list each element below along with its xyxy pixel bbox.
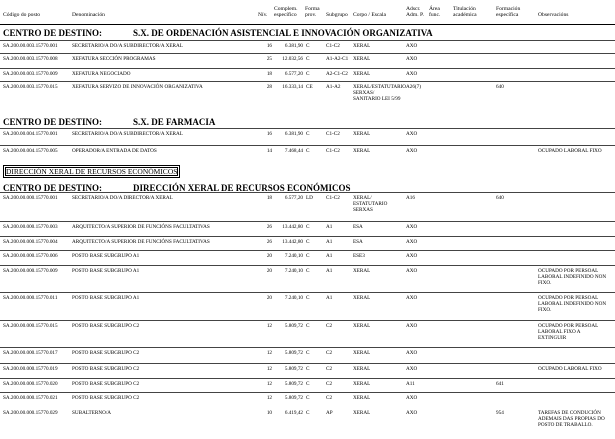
cell-corpo: XERAL — [353, 366, 371, 372]
cell-subgrupo: C1-C2 — [326, 131, 340, 137]
header-codigo: Código do posto — [3, 12, 40, 18]
cell-denominacion: POSTO BASE SUBGRUPO C2 — [72, 395, 140, 401]
cell-corpo: XERAL — [353, 56, 371, 62]
cell-denominacion: XEFATURA SECCIÓN PROGRAMAS — [72, 56, 156, 62]
cell-niv: 25 — [266, 56, 272, 62]
cell-complemento: 7.240,10 — [284, 253, 303, 259]
cell-subgrupo: C2 — [326, 323, 333, 329]
row-divider — [0, 392, 615, 393]
cell-observacions: OCUPADO POR PERSOAL LABORAL INDEFINIDO NON FIXO. — [538, 268, 607, 286]
cell-complemento: 6.577,20 — [284, 195, 303, 201]
cell-corpo: ESA — [353, 239, 363, 245]
cell-corpo: XERAL — [353, 43, 371, 49]
cell-complemento: 5.809,72 — [284, 350, 303, 356]
row-divider — [0, 128, 615, 129]
cell-formacion: 641 — [496, 381, 504, 387]
section-label: CENTRO DE DESTINO: — [3, 28, 103, 38]
header-forma: Forma prov. — [305, 6, 320, 18]
cell-complemento: 6.381,90 — [284, 43, 303, 49]
cell-adscr: AXO — [406, 71, 418, 77]
cell-complemento: 5.809,72 — [284, 381, 303, 387]
cell-observacions: OCUPADO POR PERSOAL LABORAL FIXO A EXTINGUIR — [538, 323, 599, 341]
row-divider — [0, 40, 615, 41]
cell-adscr: AXO — [406, 224, 418, 230]
cell-corpo: ESE3 — [353, 253, 365, 259]
cell-niv: 16 — [266, 131, 272, 137]
cell-forma: C — [306, 56, 310, 62]
cell-codigo: SA.200.00.003.15770.009 — [3, 71, 58, 77]
cell-niv: 28 — [266, 84, 272, 90]
cell-formacion: 640 — [496, 84, 504, 90]
cell-subgrupo: A1-A2 — [326, 84, 341, 90]
cell-adscr: AXO — [406, 131, 418, 137]
cell-forma: C — [306, 148, 310, 154]
row-divider — [0, 320, 615, 321]
cell-subgrupo: C2 — [326, 381, 333, 387]
cell-subgrupo: C1-C2 — [326, 148, 340, 154]
cell-corpo: XERAL/ ESTATUTARIO SERXAS — [353, 195, 388, 213]
cell-forma: C — [306, 71, 310, 77]
header-subgrupo: Subgrupo — [326, 12, 348, 18]
cell-denominacion: XEFATURA NEGOCIADO — [72, 71, 131, 77]
cell-subgrupo: A1 — [326, 224, 333, 230]
cell-subgrupo: C1-C2 — [326, 195, 340, 201]
cell-observacions: OCUPADO LABORAL FIXO — [538, 148, 602, 154]
cell-adscr: A16 — [406, 195, 415, 201]
cell-niv: 12 — [266, 366, 272, 372]
cell-corpo: XERAL — [353, 381, 371, 387]
cell-niv: 20 — [266, 253, 272, 259]
cell-complemento: 6.419,42 — [284, 410, 303, 416]
cell-corpo: XERAL — [353, 410, 371, 416]
cell-subgrupo: C2 — [326, 395, 333, 401]
cell-subgrupo: A1 — [326, 295, 333, 301]
cell-complemento: 7.240,10 — [284, 295, 303, 301]
section-label: CENTRO DE DESTINO: — [3, 183, 103, 193]
section-label: CENTRO DE DESTINO: — [3, 117, 103, 127]
cell-denominacion: POSTO BASE SUBGRUPO A1 — [72, 253, 140, 259]
cell-corpo: ESA — [353, 224, 363, 230]
cell-niv: 12 — [266, 350, 272, 356]
cell-adscr: AXO — [406, 410, 418, 416]
section-title: DIRECCIÓN XERAL DE RECURSOS ECONÓMICOS — [133, 183, 351, 193]
cell-corpo: XERAL — [353, 295, 371, 301]
cell-codigo: SA.200.00.000.15770.003 — [3, 224, 58, 230]
cell-denominacion: POSTO BASE SUBGRUPO C2 — [72, 381, 140, 387]
header-corpo: Corpo / Escala — [353, 12, 386, 18]
cell-forma: C — [306, 224, 310, 230]
cell-complemento: 6.381,90 — [284, 131, 303, 137]
cell-complemento: 6.577,20 — [284, 71, 303, 77]
cell-niv: 16 — [266, 43, 272, 49]
cell-adscr: A26(7) — [406, 84, 421, 90]
header-niv: Nív. — [258, 12, 268, 18]
header-denominacion: Denominación — [72, 12, 105, 18]
cell-codigo: SA.200.00.003.15770.015 — [3, 84, 58, 90]
cell-codigo: SA.200.00.000.15770.017 — [3, 350, 58, 356]
cell-niv: 12 — [266, 323, 272, 329]
cell-complemento: 5.809,72 — [284, 323, 303, 329]
cell-denominacion: POSTO BASE SUBGRUPO C2 — [72, 350, 140, 356]
cell-denominacion: ARQUITECTO/A SUPERIOR DE FUNCIÓNS FACULTATIVAS — [72, 239, 210, 245]
cell-forma: C — [306, 239, 310, 245]
cell-forma: C — [306, 395, 310, 401]
cell-denominacion: ARQUITECTO/A SUPERIOR DE FUNCIÓNS FACULTATIVAS — [72, 224, 210, 230]
row-divider — [0, 236, 615, 237]
cell-complemento: 13.442,80 — [282, 239, 303, 245]
cell-subgrupo: C1-C2 — [326, 43, 340, 49]
cell-complemento: 16.333,14 — [282, 84, 303, 90]
cell-niv: 18 — [266, 71, 272, 77]
section-heading — [3, 28, 433, 38]
cell-denominacion: SECRETARIO/A DO/A DIRECTOR/A XERAL — [72, 195, 173, 201]
row-divider — [0, 265, 615, 266]
cell-corpo: XERAL — [353, 148, 371, 154]
cell-denominacion: SECRETARIO/A DO/A SUBDIRECTOR/A XERAL — [72, 131, 183, 137]
section-title: S.X. DE FARMACIA — [133, 117, 216, 127]
row-divider — [0, 292, 615, 293]
cell-adscr: AXO — [406, 295, 418, 301]
cell-codigo: SA.200.00.004.15770.001 — [3, 131, 58, 137]
cell-denominacion: POSTO BASE SUBGRUPO A1 — [72, 295, 140, 301]
cell-codigo: SA.200.00.000.15770.019 — [3, 366, 58, 372]
cell-forma: C — [306, 253, 310, 259]
cell-niv: 18 — [266, 195, 272, 201]
cell-codigo: SA.200.00.000.15770.029 — [3, 410, 58, 416]
cell-adscr: AXO — [406, 395, 418, 401]
cell-adscr: AXO — [406, 253, 418, 259]
cell-codigo: SA.200.00.000.15770.001 — [3, 195, 58, 201]
cell-adscr: AXO — [406, 56, 418, 62]
header-titulacion: Titulación académica — [453, 6, 477, 18]
cell-adscr: A11 — [406, 381, 415, 387]
cell-forma: CE — [306, 84, 313, 90]
cell-adscr: AXO — [406, 268, 418, 274]
cell-codigo: SA.200.00.000.15770.006 — [3, 253, 58, 259]
cell-complemento: 13.442,80 — [282, 224, 303, 230]
cell-denominacion: POSTO BASE SUBGRUPO C2 — [72, 366, 140, 372]
cell-subgrupo: A1-A2-C1 — [326, 56, 349, 62]
cell-codigo: SA.200.00.003.15770.008 — [3, 56, 58, 62]
cell-codigo: SA.200.00.003.15770.001 — [3, 43, 58, 49]
cell-codigo: SA.200.00.000.15770.004 — [3, 239, 58, 245]
cell-adscr: AXO — [406, 148, 418, 154]
cell-complemento: 7.240,10 — [284, 268, 303, 274]
cell-codigo: SA.200.00.004.15770.005 — [3, 148, 58, 154]
cell-observacions: TAREFAS DE CONDUCIÓN ADEMAIS DAS PROPIAS DO POSTO DE TRABALLO. — [538, 410, 605, 428]
cell-adscr: AXO — [406, 350, 418, 356]
header-area: Área func. — [429, 6, 441, 18]
cell-corpo: XERAL — [353, 131, 371, 137]
row-divider — [0, 221, 615, 222]
cell-niv: 20 — [266, 268, 272, 274]
row-divider — [0, 347, 615, 348]
cell-complemento: 12.032,56 — [282, 56, 303, 62]
cell-denominacion: SECRETARIO/A DO/A SUBDIRECTOR/A XERAL — [72, 43, 183, 49]
section-heading — [3, 117, 216, 127]
cell-forma: C — [306, 350, 310, 356]
cell-niv: 14 — [266, 148, 272, 154]
cell-niv: 26 — [266, 224, 272, 230]
cell-complemento: 7.468,44 — [284, 148, 303, 154]
cell-niv: 12 — [266, 381, 272, 387]
cell-subgrupo: A1 — [326, 268, 333, 274]
header-complemento: Complem. específico — [274, 6, 298, 18]
cell-corpo: XERAL — [353, 350, 371, 356]
cell-complemento: 5.809,72 — [284, 366, 303, 372]
cell-subgrupo: C2 — [326, 366, 333, 372]
cell-corpo: XERAL — [353, 395, 371, 401]
cell-subgrupo: A1 — [326, 253, 333, 259]
cell-forma: C — [306, 131, 310, 137]
row-divider — [0, 68, 615, 69]
cell-niv: 12 — [266, 395, 272, 401]
header-adscr: Adscr. Adm. P. — [406, 6, 424, 18]
cell-subgrupo: C2 — [326, 350, 333, 356]
cell-complemento: 5.809,72 — [284, 395, 303, 401]
row-divider — [0, 363, 615, 364]
row-divider — [0, 250, 615, 251]
table-header — [0, 2, 615, 25]
cell-corpo: XERAL — [353, 323, 371, 329]
section-title: S.X. DE ORDENACIÓN ASISTENCIAL E INNOVACIÓN ORGANIZATIVA — [133, 28, 433, 38]
cell-niv: 20 — [266, 295, 272, 301]
cell-denominacion: OPERADOR/A ENTRADA DE DATOS — [72, 148, 157, 154]
cell-forma: C — [306, 323, 310, 329]
cell-denominacion: POSTO BASE SUBGRUPO A1 — [72, 268, 140, 274]
cell-observacions: OCUPADO POR PERSOAL LABORAL INDEFINIDO NON FIXO. — [538, 295, 607, 313]
cell-subgrupo: AP — [326, 410, 333, 416]
cell-forma: C — [306, 43, 310, 49]
header-formacion: Formación específica — [496, 6, 521, 18]
cell-denominacion: SUBALTERNO/A — [72, 410, 112, 416]
cell-denominacion: POSTO BASE SUBGRUPO C2 — [72, 323, 140, 329]
cell-forma: C — [306, 410, 310, 416]
cell-niv: 26 — [266, 239, 272, 245]
cell-codigo: SA.200.00.000.15770.021 — [3, 395, 58, 401]
cell-adscr: AXO — [406, 239, 418, 245]
cell-adscr: AXO — [406, 366, 418, 372]
cell-subgrupo: A2-C1-C2 — [326, 71, 348, 77]
cell-codigo: SA.200.00.000.15770.020 — [3, 381, 58, 387]
row-divider — [0, 145, 615, 146]
cell-codigo: SA.200.00.000.15770.011 — [3, 295, 58, 301]
cell-forma: C — [306, 381, 310, 387]
cell-denominacion: XEFATURA SERVIZO DE INNOVACIÓN ORGANIZATIVA — [72, 84, 203, 90]
cell-forma: C — [306, 366, 310, 372]
cell-formacion: 640 — [496, 195, 504, 201]
row-divider — [0, 378, 615, 379]
cell-subgrupo: A1 — [326, 239, 333, 245]
directorate-box: DIRECCIÓN XERAL DE RECURSOS ECONÓMICOS — [3, 165, 180, 178]
cell-forma: C — [306, 295, 310, 301]
cell-corpo: XERAL — [353, 268, 371, 274]
cell-corpo: XERAL/ESTATUTARIO SERXAS/ SANITARIO LEI 5/99 — [353, 84, 407, 102]
header-observacions: Observacións — [538, 12, 569, 18]
cell-codigo: SA.200.00.000.15770.015 — [3, 323, 58, 329]
cell-adscr: AXO — [406, 43, 418, 49]
cell-forma: C — [306, 268, 310, 274]
cell-observacions: OCUPADO LABORAL FIXO — [538, 366, 602, 372]
row-divider — [0, 192, 615, 193]
row-divider — [0, 53, 615, 54]
cell-adscr: AXO — [406, 323, 418, 329]
cell-codigo: SA.200.00.000.15770.009 — [3, 268, 58, 274]
cell-forma: LD — [306, 195, 313, 201]
cell-formacion: 954 — [496, 410, 504, 416]
cell-niv: 10 — [266, 410, 272, 416]
cell-corpo: XERAL — [353, 71, 371, 77]
row-divider — [0, 81, 615, 82]
